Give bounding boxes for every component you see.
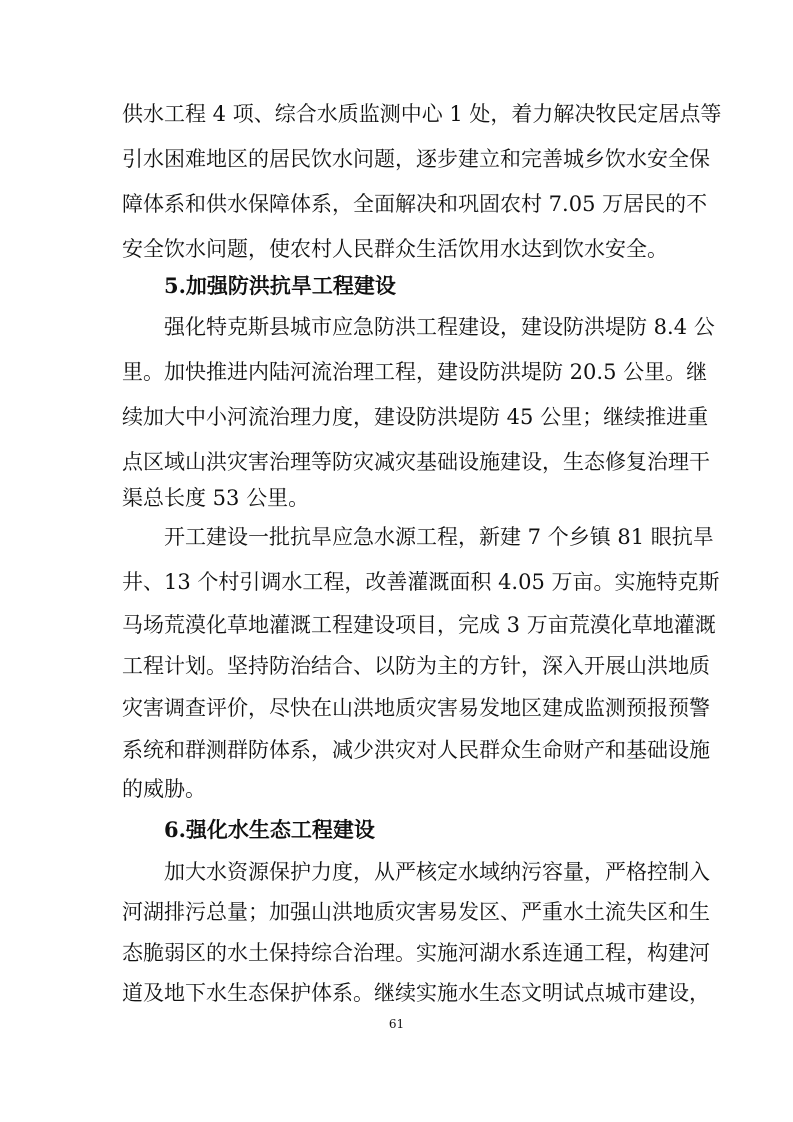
body-text-line: 续加大中小河流治理力度，建设防洪堤防 45 公里；继续推进重 <box>122 405 709 429</box>
body-text-line: 点区域山洪灾害治理等防灾减灾基础设施建设，生态修复治理干 <box>122 450 710 474</box>
body-text-line: 障体系和供水保障体系，全面解决和巩固农村 7.05 万居民的不 <box>122 192 708 216</box>
body-text-line: 引水困难地区的居民饮水问题，逐步建立和完善城乡饮水安全保 <box>122 147 710 171</box>
body-text-line: 加大水资源保护力度，从严核定水域纳污容量，严格控制入 <box>164 860 710 884</box>
body-text-line: 井、13 个村引调水工程，改善灌溉面积 4.05 万亩。实施特克斯 <box>122 570 720 594</box>
section-heading-6: 6.强化水生态工程建设 <box>164 817 375 842</box>
body-text-line: 系统和群测群防体系，减少洪灾对人民群众生命财产和基础设施 <box>122 738 710 762</box>
body-text-line: 开工建设一批抗旱应急水源工程，新建 7 个乡镇 81 眼抗旱 <box>164 525 714 549</box>
body-text-line: 里。加快推进内陆河流治理工程，建设防洪堤防 20.5 公里。继 <box>122 360 708 384</box>
body-text-line: 河湖排污总量；加强山洪地质灾害易发区、严重水土流失区和生 <box>122 900 710 924</box>
body-text-line: 的威胁。 <box>122 777 206 801</box>
page-number: 61 <box>388 1017 405 1031</box>
body-text-line: 强化特克斯县城市应急防洪工程建设，建设防洪堤防 8.4 公 <box>164 315 715 339</box>
body-text-line: 灾害调查评价，尽快在山洪地质灾害易发地区建成监测预报预警 <box>122 696 710 720</box>
body-text-line: 态脆弱区的水土保持综合治理。实施河湖水系连通工程，构建河 <box>122 941 710 965</box>
body-text-line: 工程计划。坚持防治结合、以防为主的方针，深入开展山洪地质 <box>122 654 710 678</box>
body-text-line: 马场荒漠化草地灌溉工程建设项目，完成 3 万亩荒漠化草地灌溉 <box>122 613 716 637</box>
section-heading-5: 5.加强防洪抗旱工程建设 <box>164 273 396 298</box>
body-text-line: 渠总长度 53 公里。 <box>122 486 310 510</box>
body-text-line: 道及地下水生态保护体系。继续实施水生态文明试点城市建设， <box>122 981 710 1005</box>
body-text-line: 供水工程 4 项、综合水质监测中心 1 处，着力解决牧民定居点等 <box>122 102 722 126</box>
body-text-line: 安全饮水问题，使农村人民群众生活饮用水达到饮水安全。 <box>122 237 668 261</box>
